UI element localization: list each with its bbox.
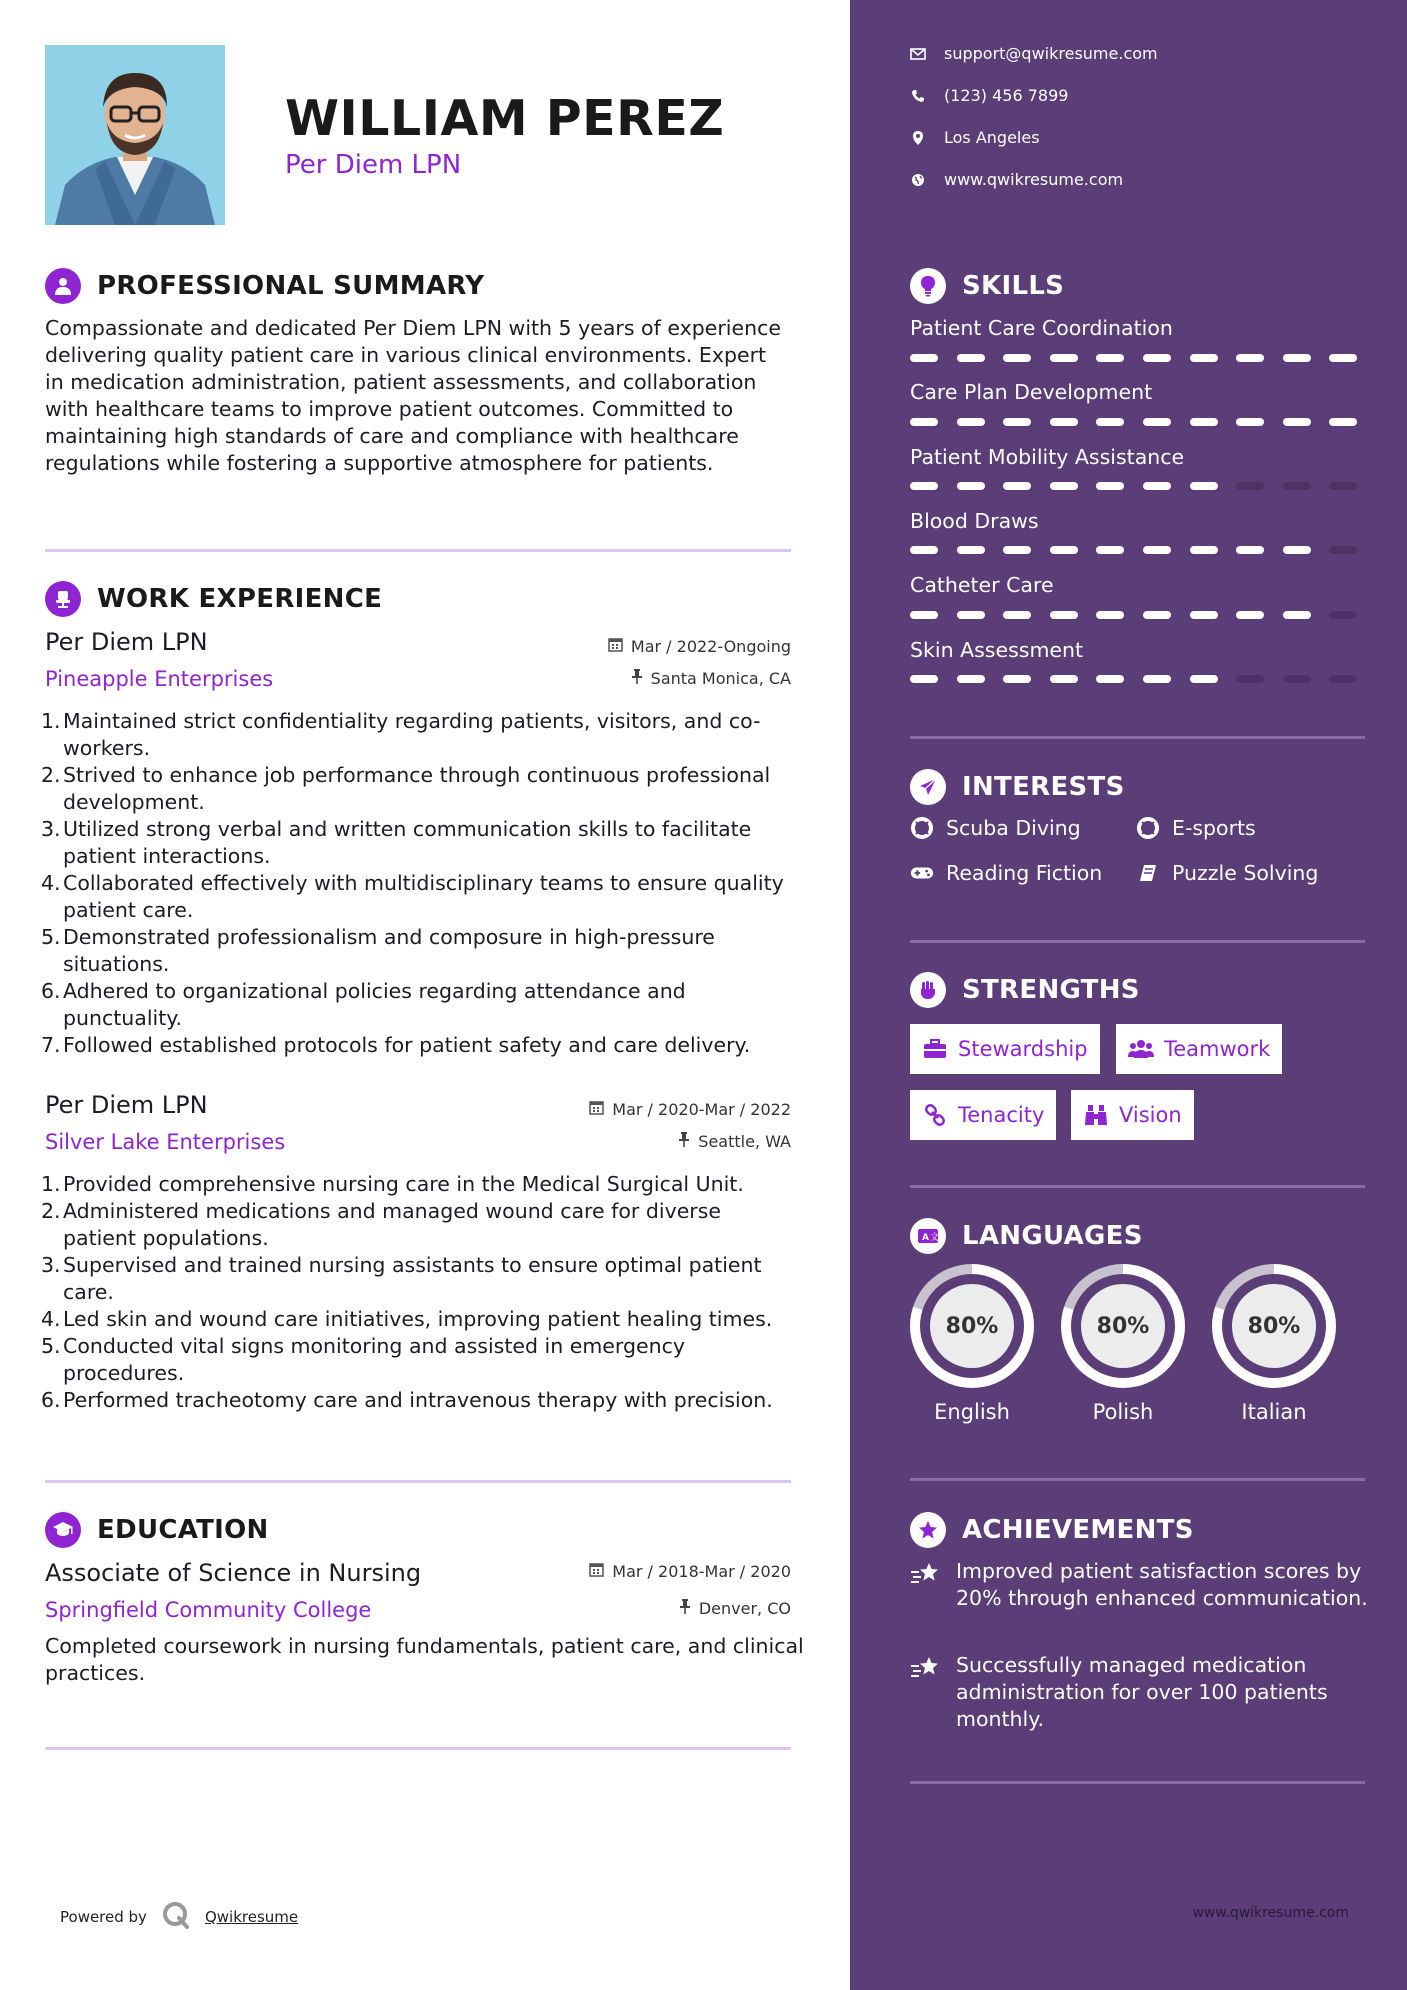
divider — [910, 1781, 1365, 1784]
contact-phone[interactable] — [910, 86, 1068, 105]
language-name: Italian — [1241, 1400, 1307, 1424]
interest-item: Reading Fiction — [910, 861, 1102, 885]
skill-dot-filled — [1236, 546, 1264, 554]
strength-badge: Tenacity — [910, 1090, 1056, 1140]
skill-dot-filled — [1096, 354, 1124, 362]
skill-dot-filled — [1283, 546, 1311, 554]
summary-heading — [45, 268, 484, 304]
skill-dot-filled — [1003, 675, 1031, 683]
education-location-text: Denver, CO — [698, 1599, 791, 1618]
skill-dot-filled — [1190, 675, 1218, 683]
education-description: Completed coursework in nursing fundamentals, patient care, and clinical practices. — [45, 1634, 804, 1685]
language-progress-ring — [1061, 1264, 1185, 1388]
job-company: Silver Lake Enterprises — [45, 1130, 286, 1154]
skill-dot-empty — [1283, 482, 1311, 490]
profile-photo-image — [45, 45, 225, 225]
skill-dot-filled — [1050, 611, 1078, 619]
divider — [45, 549, 791, 552]
skill-dot-filled — [957, 482, 985, 490]
phone-icon — [910, 88, 926, 104]
skill-dot-empty — [1329, 611, 1357, 619]
divider — [45, 1747, 791, 1750]
candidate-role: Per Diem LPN — [285, 150, 462, 180]
skill-dot-filled — [910, 546, 938, 554]
list-item: 5. Conducted vital signs monitoring and assisted in emergency procedures. — [41, 1334, 685, 1385]
language-item — [1061, 1264, 1185, 1424]
skill-dot-filled — [957, 418, 985, 426]
skill-dot-filled — [1143, 354, 1171, 362]
profile-photo — [45, 45, 225, 225]
job-date — [608, 637, 791, 656]
skill-dot-filled — [1050, 482, 1078, 490]
skill-rating — [910, 482, 1365, 490]
skill-dot-empty — [1329, 546, 1357, 554]
skill-rating — [910, 675, 1365, 683]
skill-dot-filled — [1143, 611, 1171, 619]
achievements-heading — [910, 1512, 1194, 1548]
skill-dot-filled — [1283, 611, 1311, 619]
star-badge-icon — [910, 1512, 946, 1548]
job-title: Per Diem LPN — [45, 628, 208, 656]
education-heading — [45, 1512, 269, 1548]
job-date-text: Mar / 2020-Mar / 2022 — [612, 1100, 791, 1119]
skill-dot-filled — [1003, 546, 1031, 554]
calendar-icon — [589, 1562, 604, 1581]
list-item: 6. Adhered to organizational policies regarding attendance and punctuality. — [41, 979, 686, 1030]
job-date-text: Mar / 2022-Ongoing — [630, 637, 791, 656]
skill-dot-filled — [1096, 482, 1124, 490]
skill-dot-filled — [1190, 611, 1218, 619]
contact-email-text: support@qwikresume.com — [944, 44, 1158, 63]
language-name: English — [934, 1400, 1010, 1424]
education-location — [679, 1599, 791, 1618]
skill-dot-filled — [1283, 418, 1311, 426]
globe-icon — [910, 172, 926, 188]
contact-website-text: www.qwikresume.com — [944, 170, 1124, 189]
contact-email[interactable] — [910, 44, 1158, 63]
language-percent: 80% — [930, 1284, 1014, 1368]
skill-dot-filled — [1190, 546, 1218, 554]
job-responsibilities — [35, 1171, 795, 1414]
job-location — [678, 1132, 791, 1151]
interest-item: Puzzle Solving — [1136, 861, 1318, 885]
svg-text:文: 文 — [930, 1233, 939, 1243]
list-item: 3. Utilized strong verbal and written communication skills to facilitate patient interactions. — [41, 817, 752, 868]
pushpin-icon — [631, 669, 643, 688]
skill-rating — [910, 354, 1365, 362]
skill-dot-empty — [1329, 482, 1357, 490]
languages-title: LANGUAGES — [962, 1221, 1143, 1251]
shooting-star-icon — [910, 1652, 944, 1733]
skill-name: Patient Care Coordination — [910, 316, 1173, 340]
svg-text:A: A — [922, 1233, 929, 1243]
job-responsibilities — [35, 708, 795, 1059]
contact-location — [910, 128, 1040, 147]
shooting-star-icon — [910, 1558, 944, 1612]
gamepad-icon — [910, 861, 934, 885]
skill-dot-filled — [1050, 546, 1078, 554]
education-title: EDUCATION — [97, 1515, 269, 1545]
skill-dot-filled — [1190, 482, 1218, 490]
job-location-text: Santa Monica, CA — [650, 669, 791, 688]
skills-title: SKILLS — [962, 271, 1065, 301]
link-icon — [922, 1103, 948, 1127]
skill-dot-filled — [1143, 546, 1171, 554]
footer-url[interactable]: www.qwikresume.com — [1192, 1905, 1349, 1921]
skill-rating — [910, 611, 1365, 619]
skill-name: Skin Assessment — [910, 638, 1084, 662]
skill-name: Blood Draws — [910, 509, 1039, 533]
list-item: 4. Led skin and wound care initiatives, improving patient healing times. — [41, 1307, 773, 1331]
skill-dot-filled — [1236, 418, 1264, 426]
achievement-text: Improved patient satisfaction scores by 20% through enhanced communication. — [956, 1559, 1368, 1610]
fist-icon — [910, 972, 946, 1008]
language-item — [910, 1264, 1034, 1424]
skill-dot-filled — [957, 611, 985, 619]
calendar-icon — [608, 637, 623, 656]
job-title: Per Diem LPN — [45, 1091, 208, 1119]
job-date — [589, 1100, 791, 1119]
binoculars-icon — [1083, 1103, 1109, 1127]
divider — [910, 1185, 1365, 1188]
skill-dot-filled — [1003, 482, 1031, 490]
languages-heading — [910, 1218, 1143, 1254]
skills-heading — [910, 268, 1064, 304]
list-item: 1. Maintained strict confidentiality regarding patients, visitors, and co-workers. — [41, 709, 761, 760]
skill-rating — [910, 546, 1365, 554]
skill-dot-filled — [957, 546, 985, 554]
briefcase-icon — [922, 1037, 948, 1061]
divider — [910, 736, 1365, 739]
contact-phone-text: (123) 456 7899 — [944, 86, 1069, 105]
skill-dot-filled — [910, 675, 938, 683]
skill-dot-filled — [910, 354, 938, 362]
qwikresume-logo-icon — [161, 1900, 191, 1934]
education-date-text: Mar / 2018-Mar / 2020 — [612, 1562, 791, 1581]
list-item: 7. Followed established protocols for patient safety and care delivery. — [41, 1033, 751, 1057]
strength-badge: Teamwork — [1116, 1024, 1282, 1074]
powered-by-label: Powered by — [60, 1908, 147, 1926]
pushpin-icon — [678, 1132, 690, 1151]
skill-dot-filled — [1329, 418, 1357, 426]
summary-title: PROFESSIONAL SUMMARY — [97, 271, 485, 301]
skill-dot-filled — [1236, 611, 1264, 619]
job-location — [631, 669, 791, 688]
school-name: Springfield Community College — [45, 1598, 372, 1622]
education-date — [589, 1562, 791, 1581]
skill-dot-filled — [1050, 354, 1078, 362]
skill-name: Catheter Care — [910, 573, 1054, 597]
envelope-icon — [910, 46, 926, 62]
skill-dot-filled — [1283, 354, 1311, 362]
powered-by — [60, 1900, 298, 1934]
divider — [45, 1480, 791, 1483]
graduation-cap-icon — [45, 1512, 81, 1548]
lifebuoy-icon — [910, 816, 934, 840]
skill-dot-filled — [1236, 354, 1264, 362]
skill-dot-filled — [1003, 354, 1031, 362]
strengths-title: STRENGTHS — [962, 975, 1140, 1005]
contact-website[interactable] — [910, 170, 1123, 189]
skill-dot-filled — [1190, 418, 1218, 426]
degree-title: Associate of Science in Nursing — [45, 1559, 422, 1587]
skill-dot-filled — [1096, 675, 1124, 683]
candidate-name: WILLIAM PEREZ — [285, 90, 725, 147]
translate-icon — [910, 1218, 946, 1254]
list-item: 3. Supervised and trained nursing assistants to ensure optimal patient care. — [41, 1253, 762, 1304]
skill-dot-filled — [1096, 611, 1124, 619]
skill-dot-filled — [1329, 354, 1357, 362]
book-icon — [1136, 861, 1160, 885]
lifebuoy-icon — [1136, 816, 1160, 840]
language-percent: 80% — [1232, 1284, 1316, 1368]
skill-dot-filled — [1003, 611, 1031, 619]
interest-item: E-sports — [1136, 816, 1256, 840]
list-item: 4. Collaborated effectively with multidisciplinary teams to ensure quality patient care. — [41, 871, 784, 922]
job-company: Pineapple Enterprises — [45, 667, 274, 691]
language-progress-ring — [910, 1264, 1034, 1388]
language-percent: 80% — [1081, 1284, 1165, 1368]
skill-dot-filled — [1050, 675, 1078, 683]
interest-item: Scuba Diving — [910, 816, 1081, 840]
strength-badge: Vision — [1071, 1090, 1194, 1140]
experience-title: WORK EXPERIENCE — [97, 584, 383, 614]
skill-dot-filled — [1096, 418, 1124, 426]
user-icon — [45, 268, 81, 304]
skill-dot-filled — [910, 418, 938, 426]
skill-rating — [910, 418, 1365, 426]
achievement-text: Successfully managed medication administration for over 100 patients monthly. — [956, 1653, 1328, 1731]
experience-heading — [45, 581, 382, 617]
paper-plane-icon — [910, 769, 946, 805]
lightbulb-icon — [910, 268, 946, 304]
skill-dot-empty — [1283, 675, 1311, 683]
interests-heading — [910, 769, 1125, 805]
skill-dot-empty — [1329, 675, 1357, 683]
list-item: 2. Administered medications and managed wound care for diverse patient populations. — [41, 1199, 722, 1250]
interests-title: INTERESTS — [962, 772, 1125, 802]
map-pin-icon — [910, 130, 926, 146]
calendar-icon — [589, 1100, 604, 1119]
list-item: 1. Provided comprehensive nursing care in the Medical Surgical Unit. — [41, 1172, 744, 1196]
skill-dot-filled — [910, 611, 938, 619]
qwikresume-link[interactable]: Qwikresume — [204, 1908, 299, 1926]
skill-name: Care Plan Development — [910, 380, 1153, 404]
achievement-item — [910, 1652, 1370, 1733]
skill-dot-filled — [910, 482, 938, 490]
strength-badge: Stewardship — [910, 1024, 1100, 1074]
skill-dot-empty — [1236, 482, 1264, 490]
sidebar — [850, 0, 1407, 1990]
skill-dot-filled — [957, 675, 985, 683]
job-location-text: Seattle, WA — [698, 1132, 791, 1151]
skill-dot-filled — [1096, 546, 1124, 554]
achievements-title: ACHIEVEMENTS — [962, 1515, 1194, 1545]
language-item — [1212, 1264, 1336, 1424]
list-item: 2. Strived to enhance job performance through continuous professional development. — [41, 763, 771, 814]
achievement-item — [910, 1558, 1370, 1612]
language-name: Polish — [1092, 1400, 1154, 1424]
list-item: 6. Performed tracheotomy care and intravenous therapy with precision. — [41, 1388, 773, 1412]
skill-dot-filled — [1003, 418, 1031, 426]
users-icon — [1128, 1037, 1154, 1061]
summary-text: Compassionate and dedicated Per Diem LPN with 5 years of experience delivering quality patient care in various clinical environments. Expert in medication administration, patient assessments, and collaboration with healthcare teams to improve patient outcomes. Committed to maintaining high standards of care and compliance with healthcare regulations while fostering a supportive atmosphere for patients. — [45, 316, 781, 475]
language-progress-ring — [1212, 1264, 1336, 1388]
contact-location-text: Los Angeles — [944, 128, 1040, 147]
divider — [910, 940, 1365, 943]
skill-dot-filled — [1143, 482, 1171, 490]
skill-dot-filled — [957, 354, 985, 362]
pushpin-icon — [679, 1599, 691, 1618]
strengths-heading — [910, 972, 1140, 1008]
skill-name: Patient Mobility Assistance — [910, 445, 1185, 469]
skill-dot-empty — [1236, 675, 1264, 683]
list-item: 5. Demonstrated professionalism and composure in high-pressure situations. — [41, 925, 715, 976]
divider — [910, 1478, 1365, 1481]
skill-dot-filled — [1190, 354, 1218, 362]
skill-dot-filled — [1050, 418, 1078, 426]
chair-icon — [45, 581, 81, 617]
skill-dot-filled — [1143, 418, 1171, 426]
skill-dot-filled — [1143, 675, 1171, 683]
